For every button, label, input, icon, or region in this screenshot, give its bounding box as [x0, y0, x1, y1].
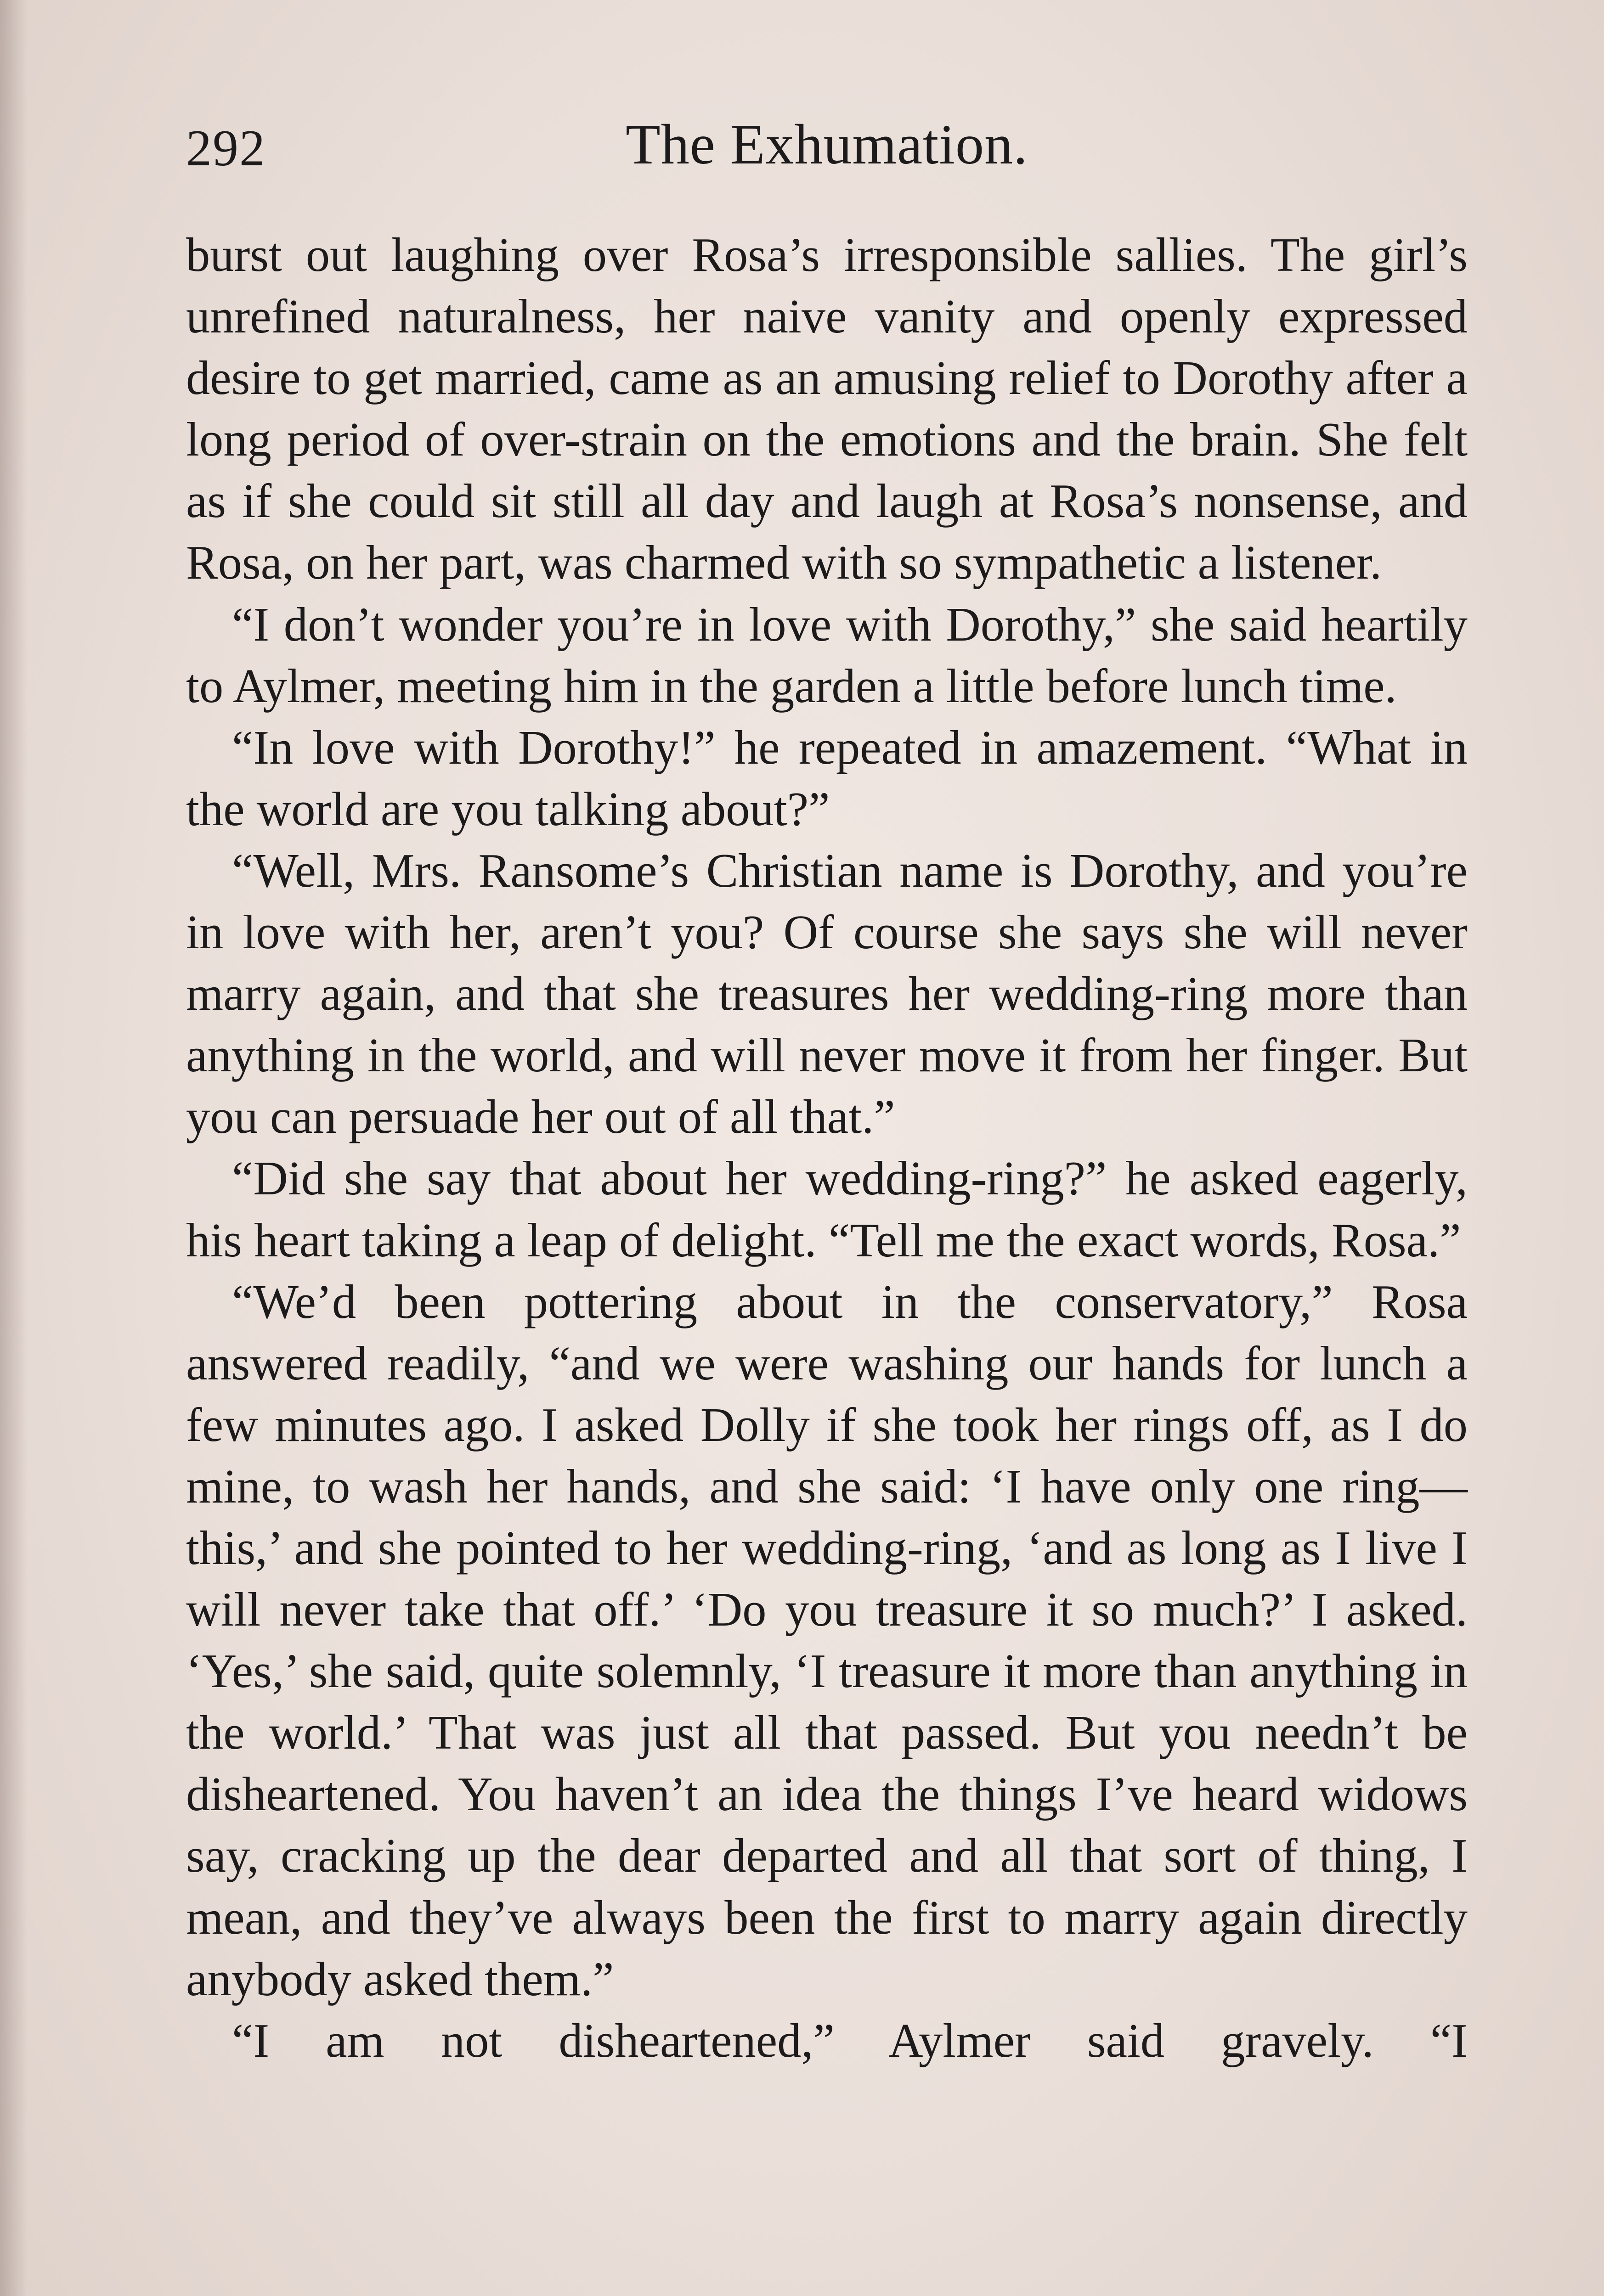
page-number: 292	[186, 120, 266, 177]
paragraph: “Did she say that about her wedding-ring?” he asked eagerly, his heart taking a leap of delight. “Tell me the exact words, Rosa.”	[186, 1152, 1468, 1267]
body-text	[186, 224, 1468, 2071]
paragraph: “We’d been pottering about in the conservatory,” Rosa answered readily, “and we were washing our hands for lunch a few minutes ago. I asked Dolly if she took her rings off, as I do mine, to wash her hands, and she said: ‘I have only one ring—this,’ and she pointed to her wedding-ring, ‘and as long as I live I will never take that off.’ ‘Do you treasure it so much?’ I asked. ‘Yes,’ she said, quite solemnly, ‘I treasure it more than anything in the world.’ That was just all that passed. But you needn’t be disheartened. You haven’t an idea the things I’ve heard widows say, cracking up the dear departed and all that sort of thing, I mean, and they’ve always been the first to marry again directly anybody asked them.”	[186, 1275, 1468, 2006]
running-title: The Exhumation.	[626, 113, 1028, 176]
paragraph: “I am not disheartened,” Aylmer said gravely. “I	[232, 2014, 1468, 2067]
paragraph: “Well, Mrs. Ransome’s Christian name is Dorothy, and you’re in love with her, aren’t you? Of course she says she will never marry again, and that she treasures her wedding-ring more than anything in the world, and will never move it from her finger. But you can persuade her out of all that.”	[186, 844, 1468, 1144]
page-header	[186, 106, 1468, 188]
paragraph: burst out laughing over Rosa’s irresponsible sallies. The girl’s unrefined naturalness, her naive vanity and openly expressed desire to get married, came as an amusing relief to Dorothy after a long period of over-strain on the emotions and the brain. She felt as if she could sit still all day and laugh at Rosa’s nonsense, and Rosa, on her part, was charmed with so sympathetic a listener.	[186, 228, 1468, 590]
page-edge-shadow	[0, 0, 28, 2296]
paragraph: “In love with Dorothy!” he repeated in amazement. “What in the world are you talking about?”	[186, 720, 1468, 836]
paragraph: “I don’t wonder you’re in love with Dorothy,” she said heartily to Aylmer, meeting him in the garden a little before lunch time.	[186, 597, 1468, 713]
